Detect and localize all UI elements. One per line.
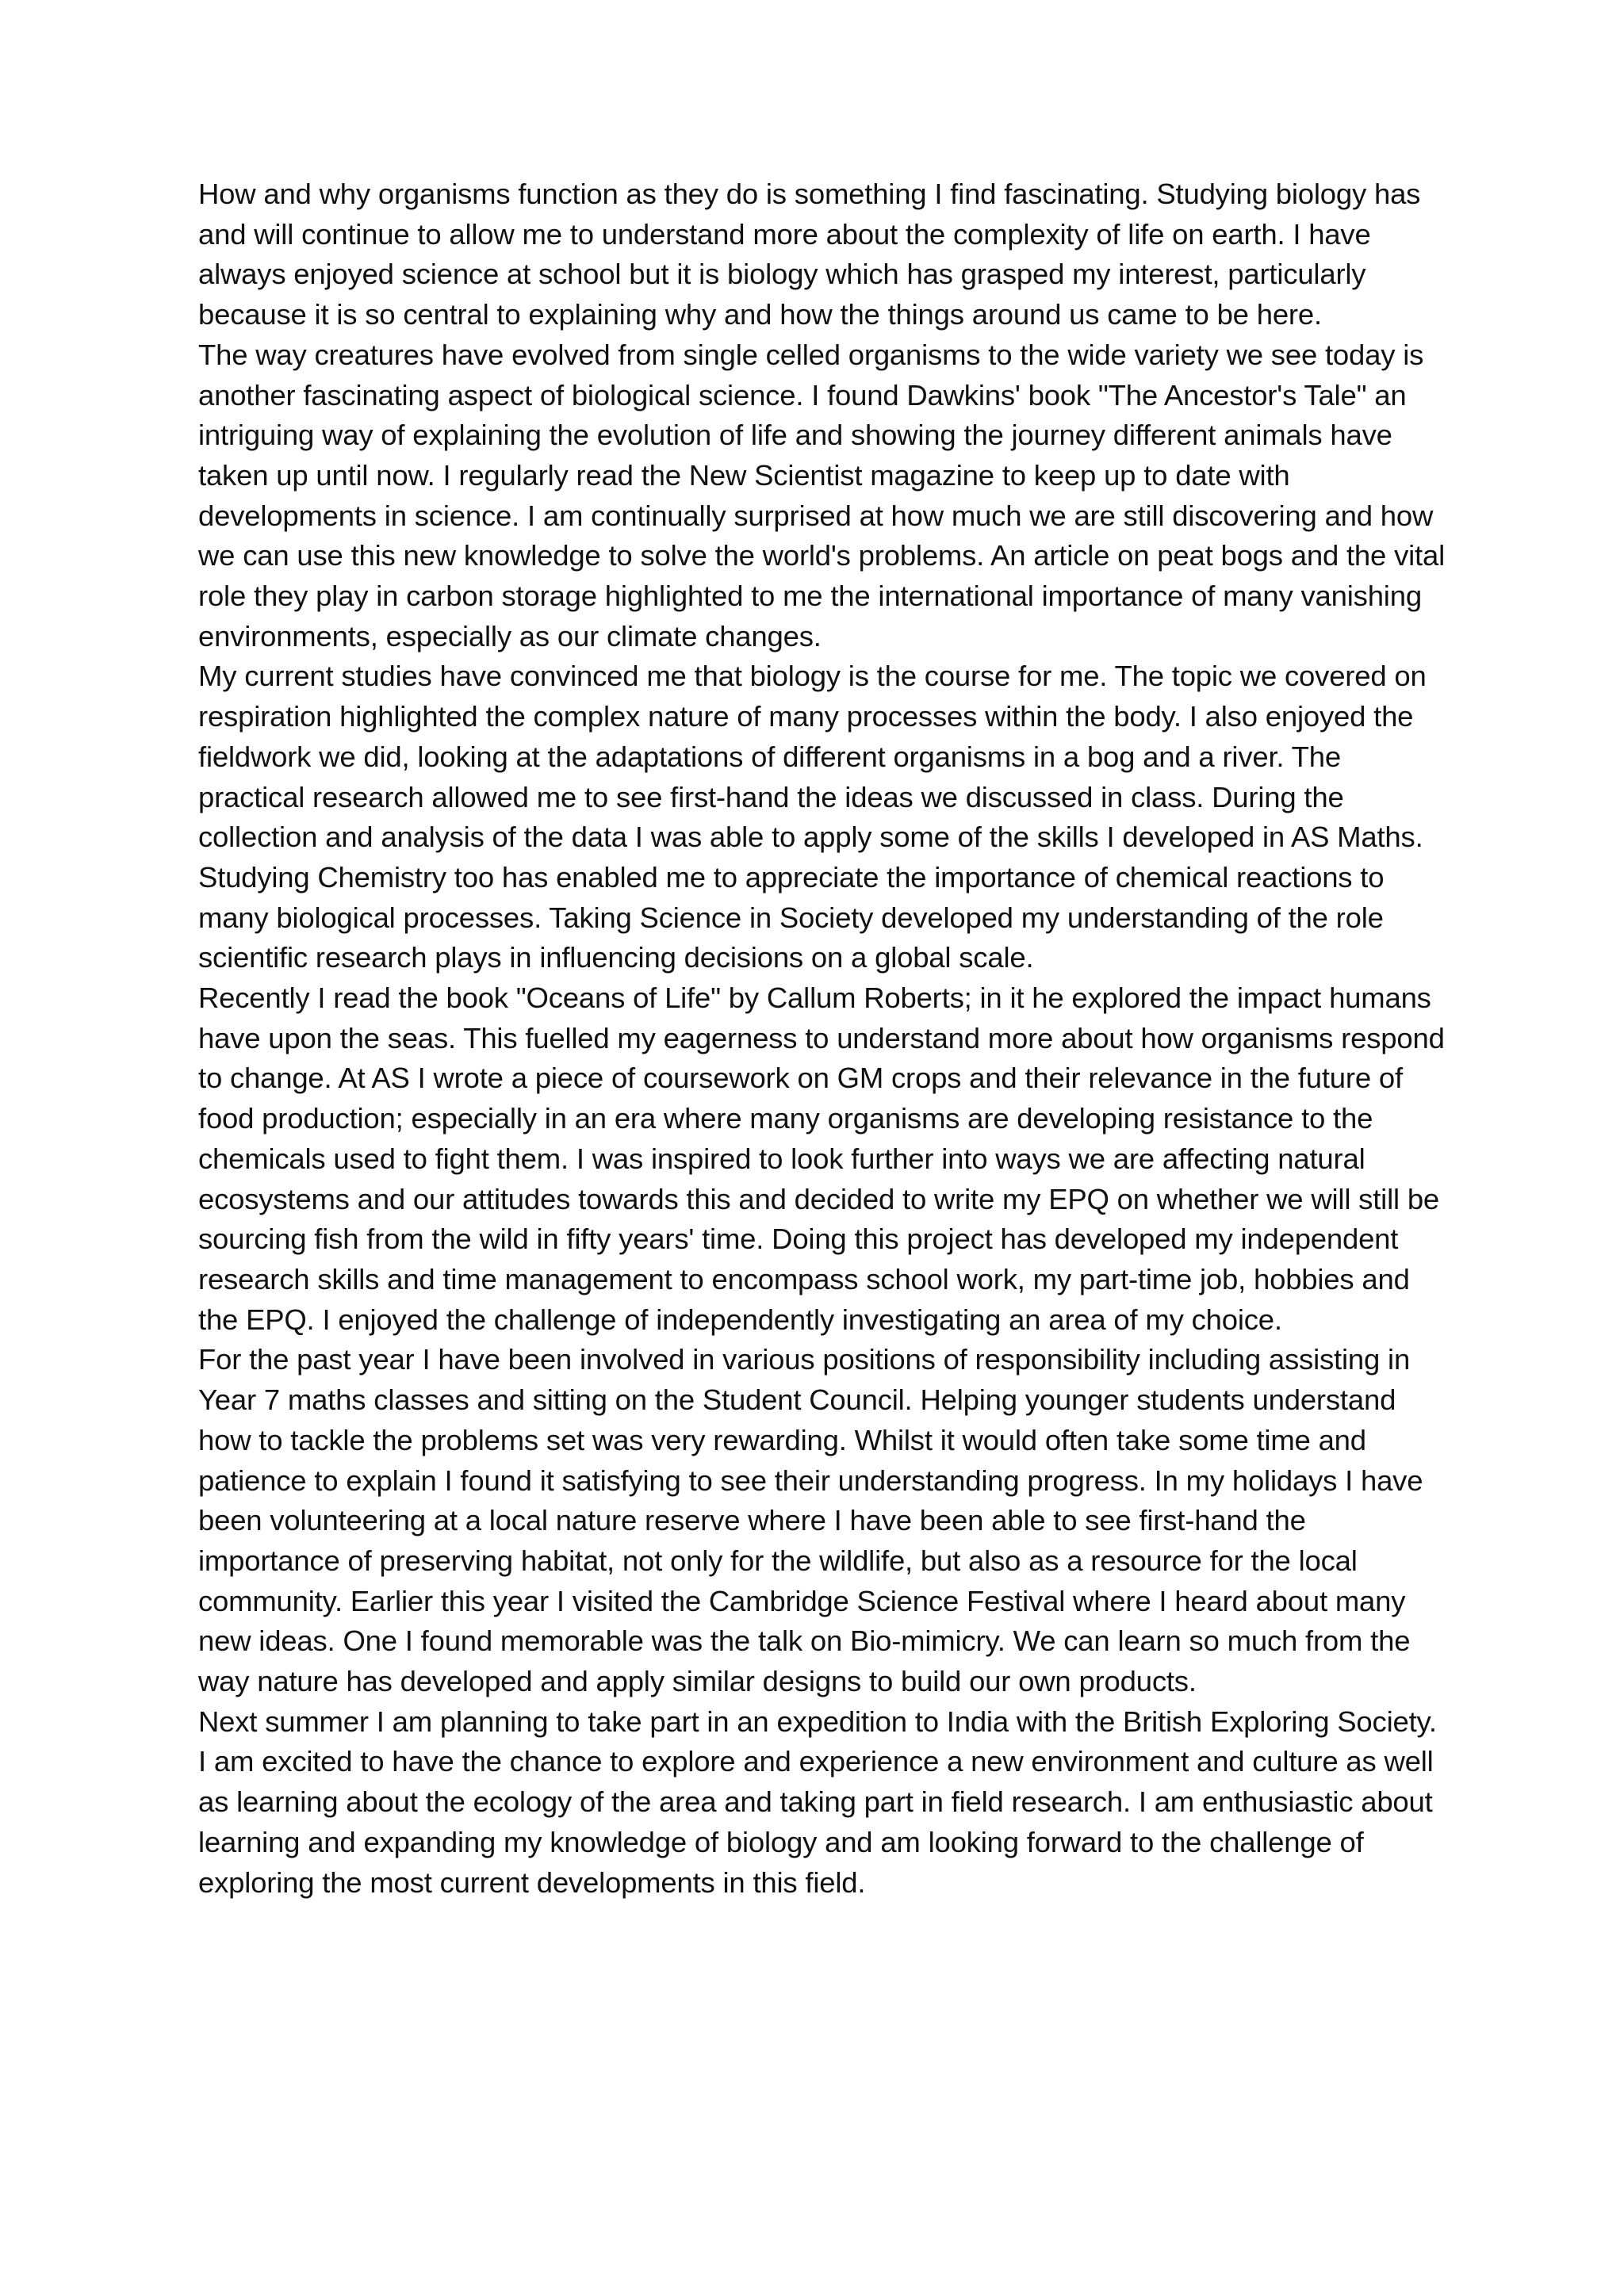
paragraph-current-studies: My current studies have convinced me that biology is the course for me. The topic we covered on respiration highlighted the complex nature of many processes within the body. I also enjoyed the fieldwork we did, looking at the adaptations of different organisms in a bog and a river. The practical research allowed me to see first-hand the ideas we discussed in class. During the collection and analysis of the data I was able to apply some of the skills I developed in AS Maths. Studying Chemistry too has enabled me to appreciate the importance of chemical reactions to many biological processes. Taking Science in Society developed my understanding of the role scientific research plays in influencing decisions on a global scale. — [198, 660, 1427, 974]
paragraph-future-plans: Next summer I am planning to take part in an expedition to India with the British Exploring Society. I am excited to have the chance to explore and experience a new environment and culture as well as learning about the ecology of the area and taking part in field research. I am enthusiastic about learning and expanding my knowledge of biology and am looking forward to the challenge of exploring the most current developments in this field. — [198, 1705, 1437, 1899]
paragraph-reading-epq: Recently I read the book "Oceans of Life" by Callum Roberts; in it he explored the impact humans have upon the seas. This fuelled my eagerness to understand more about how organisms respond to change. At AS I wrote a piece of coursework on GM crops and their relevance in the future of food production; especially in an era where many organisms are developing resistance to the chemicals used to fight them. I was inspired to look further into ways we are affecting natural ecosystems and our attitudes towards this and decided to write my EPQ on whether we will still be sourcing fish from the wild in fifty years' time. Doing this project has developed my independent research skills and time management to encompass school work, my part-time job, hobbies and the EPQ. I enjoyed the challenge of independently investigating an area of my choice. — [198, 982, 1445, 1336]
paragraph-intro: How and why organisms function as they do is something I find fascinating. Studying biology has and will continue to allow me to understand more about the complexity of life on earth. I have always enjoyed science at school but it is biology which has grasped my interest, particularly because it is so central to explaining why and how the things around us came to be here. — [198, 178, 1421, 331]
personal-statement-body — [198, 174, 1451, 1903]
paragraph-evolution: The way creatures have evolved from single celled organisms to the wide variety we see today is another fascinating aspect of biological science. I found Dawkins' book "The Ancestor's Tale" an intriguing way of explaining the evolution of life and showing the journey different animals have taken up until now. I regularly read the New Scientist magazine to keep up to date with developments in science. I am continually surprised at how much we are still discovering and how we can use this new knowledge to solve the world's problems. An article on peat bogs and the vital role they play in carbon storage highlighted to me the international importance of many vanishing environments, especially as our climate changes. — [198, 338, 1445, 652]
paragraph-responsibilities: For the past year I have been involved in various positions of responsibility including assisting in Year 7 maths classes and sitting on the Student Council. Helping younger students understand how to tackle the problems set was very rewarding. Whilst it would often take some time and patience to explain I found it satisfying to see their understanding progress. In my holidays I have been volunteering at a local nature reserve where I have been able to see first-hand the importance of preserving habitat, not only for the wildlife, but also as a resource for the local community. Earlier this year I visited the Cambridge Science Festival where I heard about many new ideas. One I found memorable was the talk on Bio-mimicry. We can learn so much from the way nature has developed and apply similar designs to build our own products. — [198, 1343, 1423, 1698]
